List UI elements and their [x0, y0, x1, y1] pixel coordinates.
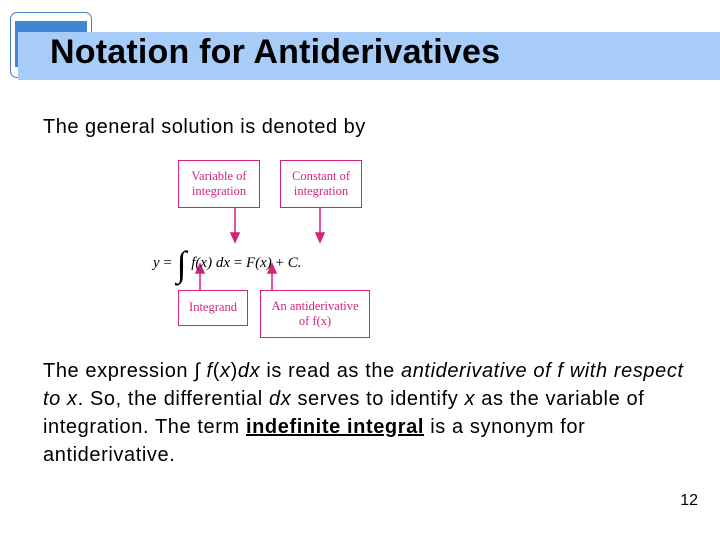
- integrand-label-text: Integrand: [189, 300, 237, 314]
- variable-label-line2: integration: [191, 184, 247, 198]
- eq-dx: dx: [215, 255, 231, 271]
- variable-label-line1: Variable of: [191, 169, 247, 183]
- integral-sign: ∫: [176, 244, 187, 284]
- eq-constant: C.: [287, 255, 302, 271]
- antiderivative-label-line2: of f(x): [298, 314, 332, 328]
- eq-plus: +: [275, 255, 285, 271]
- explanation-paragraph: The expression ∫ f(x)dx is read as the antiderivative of f with respect to x. So, the differential dx serves to identify x as the variable of integration. The term indefinite integral is a synonym for antiderivative.: [43, 360, 684, 466]
- indefinite-integral-term: indefinite integral: [245, 416, 425, 438]
- intro-text: The general solution is denoted by: [43, 116, 366, 138]
- slide-title: Notation for Antiderivatives: [50, 33, 501, 71]
- constant-label-line1: Constant of: [292, 169, 350, 183]
- page-number: 12: [680, 492, 698, 509]
- eq-equals-1: =: [163, 255, 172, 271]
- eq-antiderivative: F(x): [245, 255, 272, 271]
- antiderivative-equation: [153, 234, 302, 284]
- constant-label-line2: integration: [293, 184, 349, 198]
- eq-integrand: f(x): [191, 255, 213, 271]
- antiderivative-label-line1: An antiderivative: [271, 299, 359, 313]
- eq-y: y: [153, 255, 160, 271]
- eq-equals-2: =: [233, 255, 243, 271]
